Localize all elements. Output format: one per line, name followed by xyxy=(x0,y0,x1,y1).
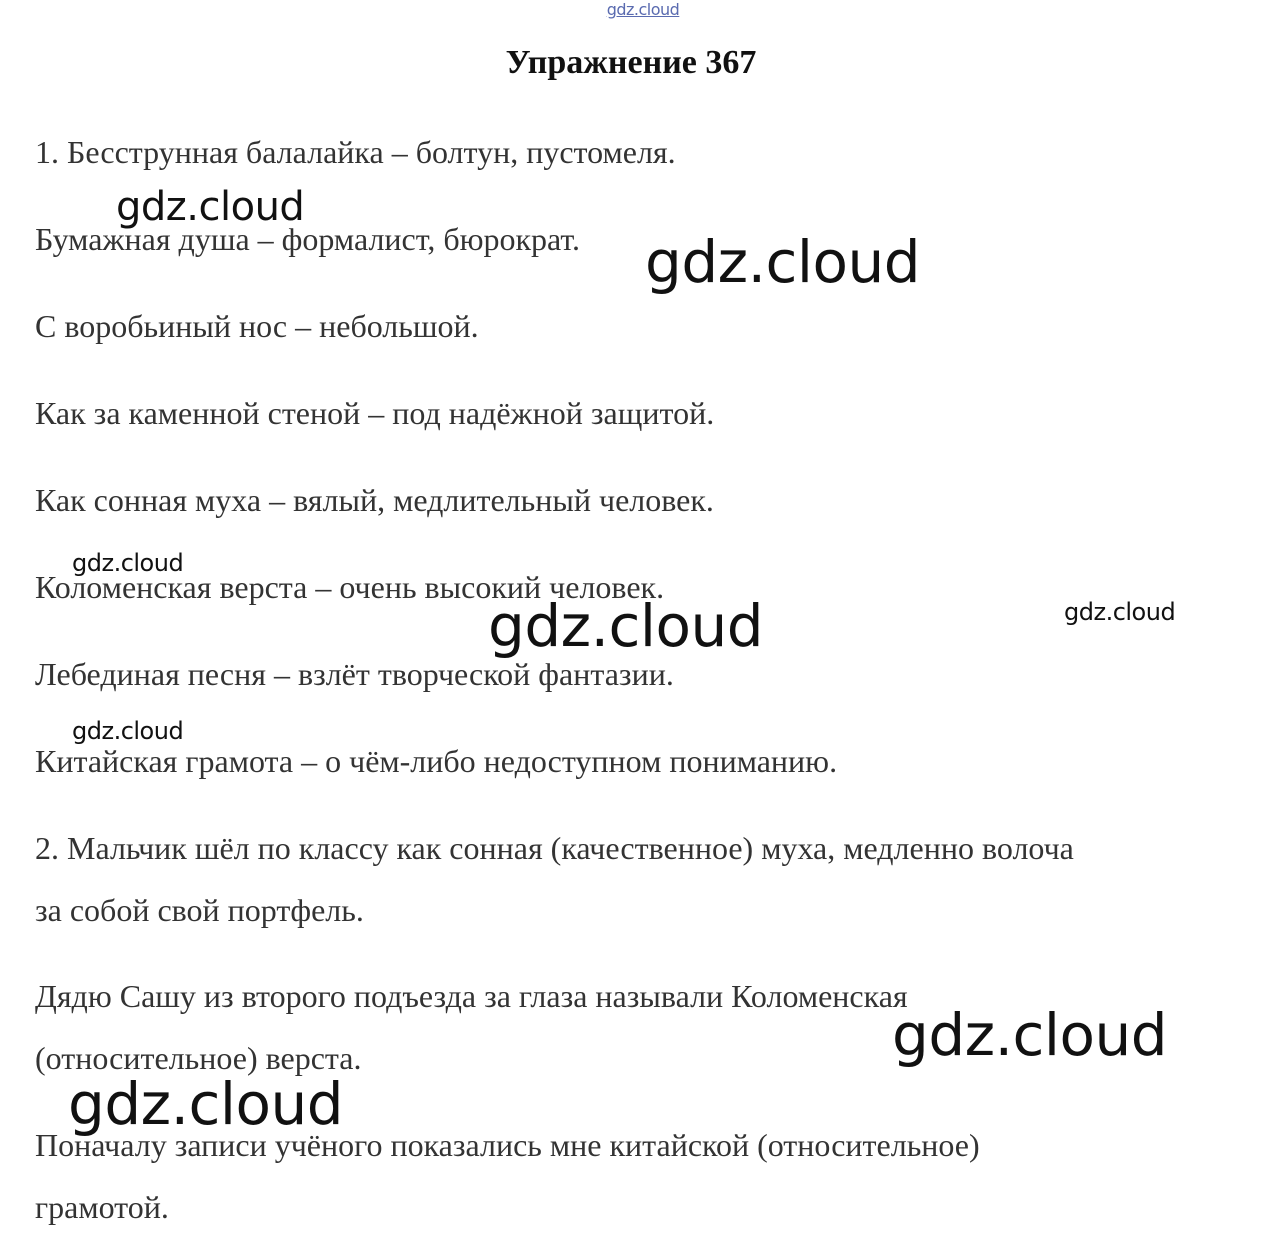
text-line: 2. Мальчик шёл по классу как сонная (качественное) муха, медленно волоча xyxy=(35,830,1074,866)
watermark: gdz.cloud xyxy=(68,1070,344,1138)
watermark: gdz.cloud xyxy=(72,717,184,745)
text-line: 1. Бесструнная балалайка – болтун, пустомеля. xyxy=(35,134,676,170)
watermark: gdz.cloud xyxy=(1064,598,1176,626)
text-line: Как за каменной стеной – под надёжной защитой. xyxy=(35,395,715,431)
text-line: С воробьиный нос – небольшой. xyxy=(35,308,479,344)
text-line: за собой свой портфель. xyxy=(35,892,364,928)
watermark: gdz.cloud xyxy=(645,228,921,296)
page-title: Упражнение 367 xyxy=(505,44,757,81)
text-line: Поначалу записи учёного показались мне китайской (относительное) xyxy=(35,1127,980,1163)
text-line: (относительное) верста. xyxy=(35,1040,362,1076)
text-line: Коломенская верста – очень высокий человек. xyxy=(35,569,665,605)
text-line: Китайская грамота – о чём-либо недоступном пониманию. xyxy=(35,743,838,779)
text-line: Лебединая песня – взлёт творческой фантазии. xyxy=(35,656,674,692)
text-line: грамотой. xyxy=(35,1189,169,1225)
site-watermark-top: gdz.cloud xyxy=(606,0,680,19)
watermark: gdz.cloud xyxy=(116,184,305,230)
text-line: Бумажная душа – формалист, бюрократ. xyxy=(35,221,580,257)
watermark: gdz.cloud xyxy=(892,1001,1168,1069)
text-line: Как сонная муха – вялый, медлительный человек. xyxy=(35,482,714,518)
watermark: gdz.cloud xyxy=(488,592,764,660)
text-line: Дядю Сашу из второго подъезда за глаза называли Коломенская xyxy=(35,978,908,1014)
watermark: gdz.cloud xyxy=(72,549,184,577)
